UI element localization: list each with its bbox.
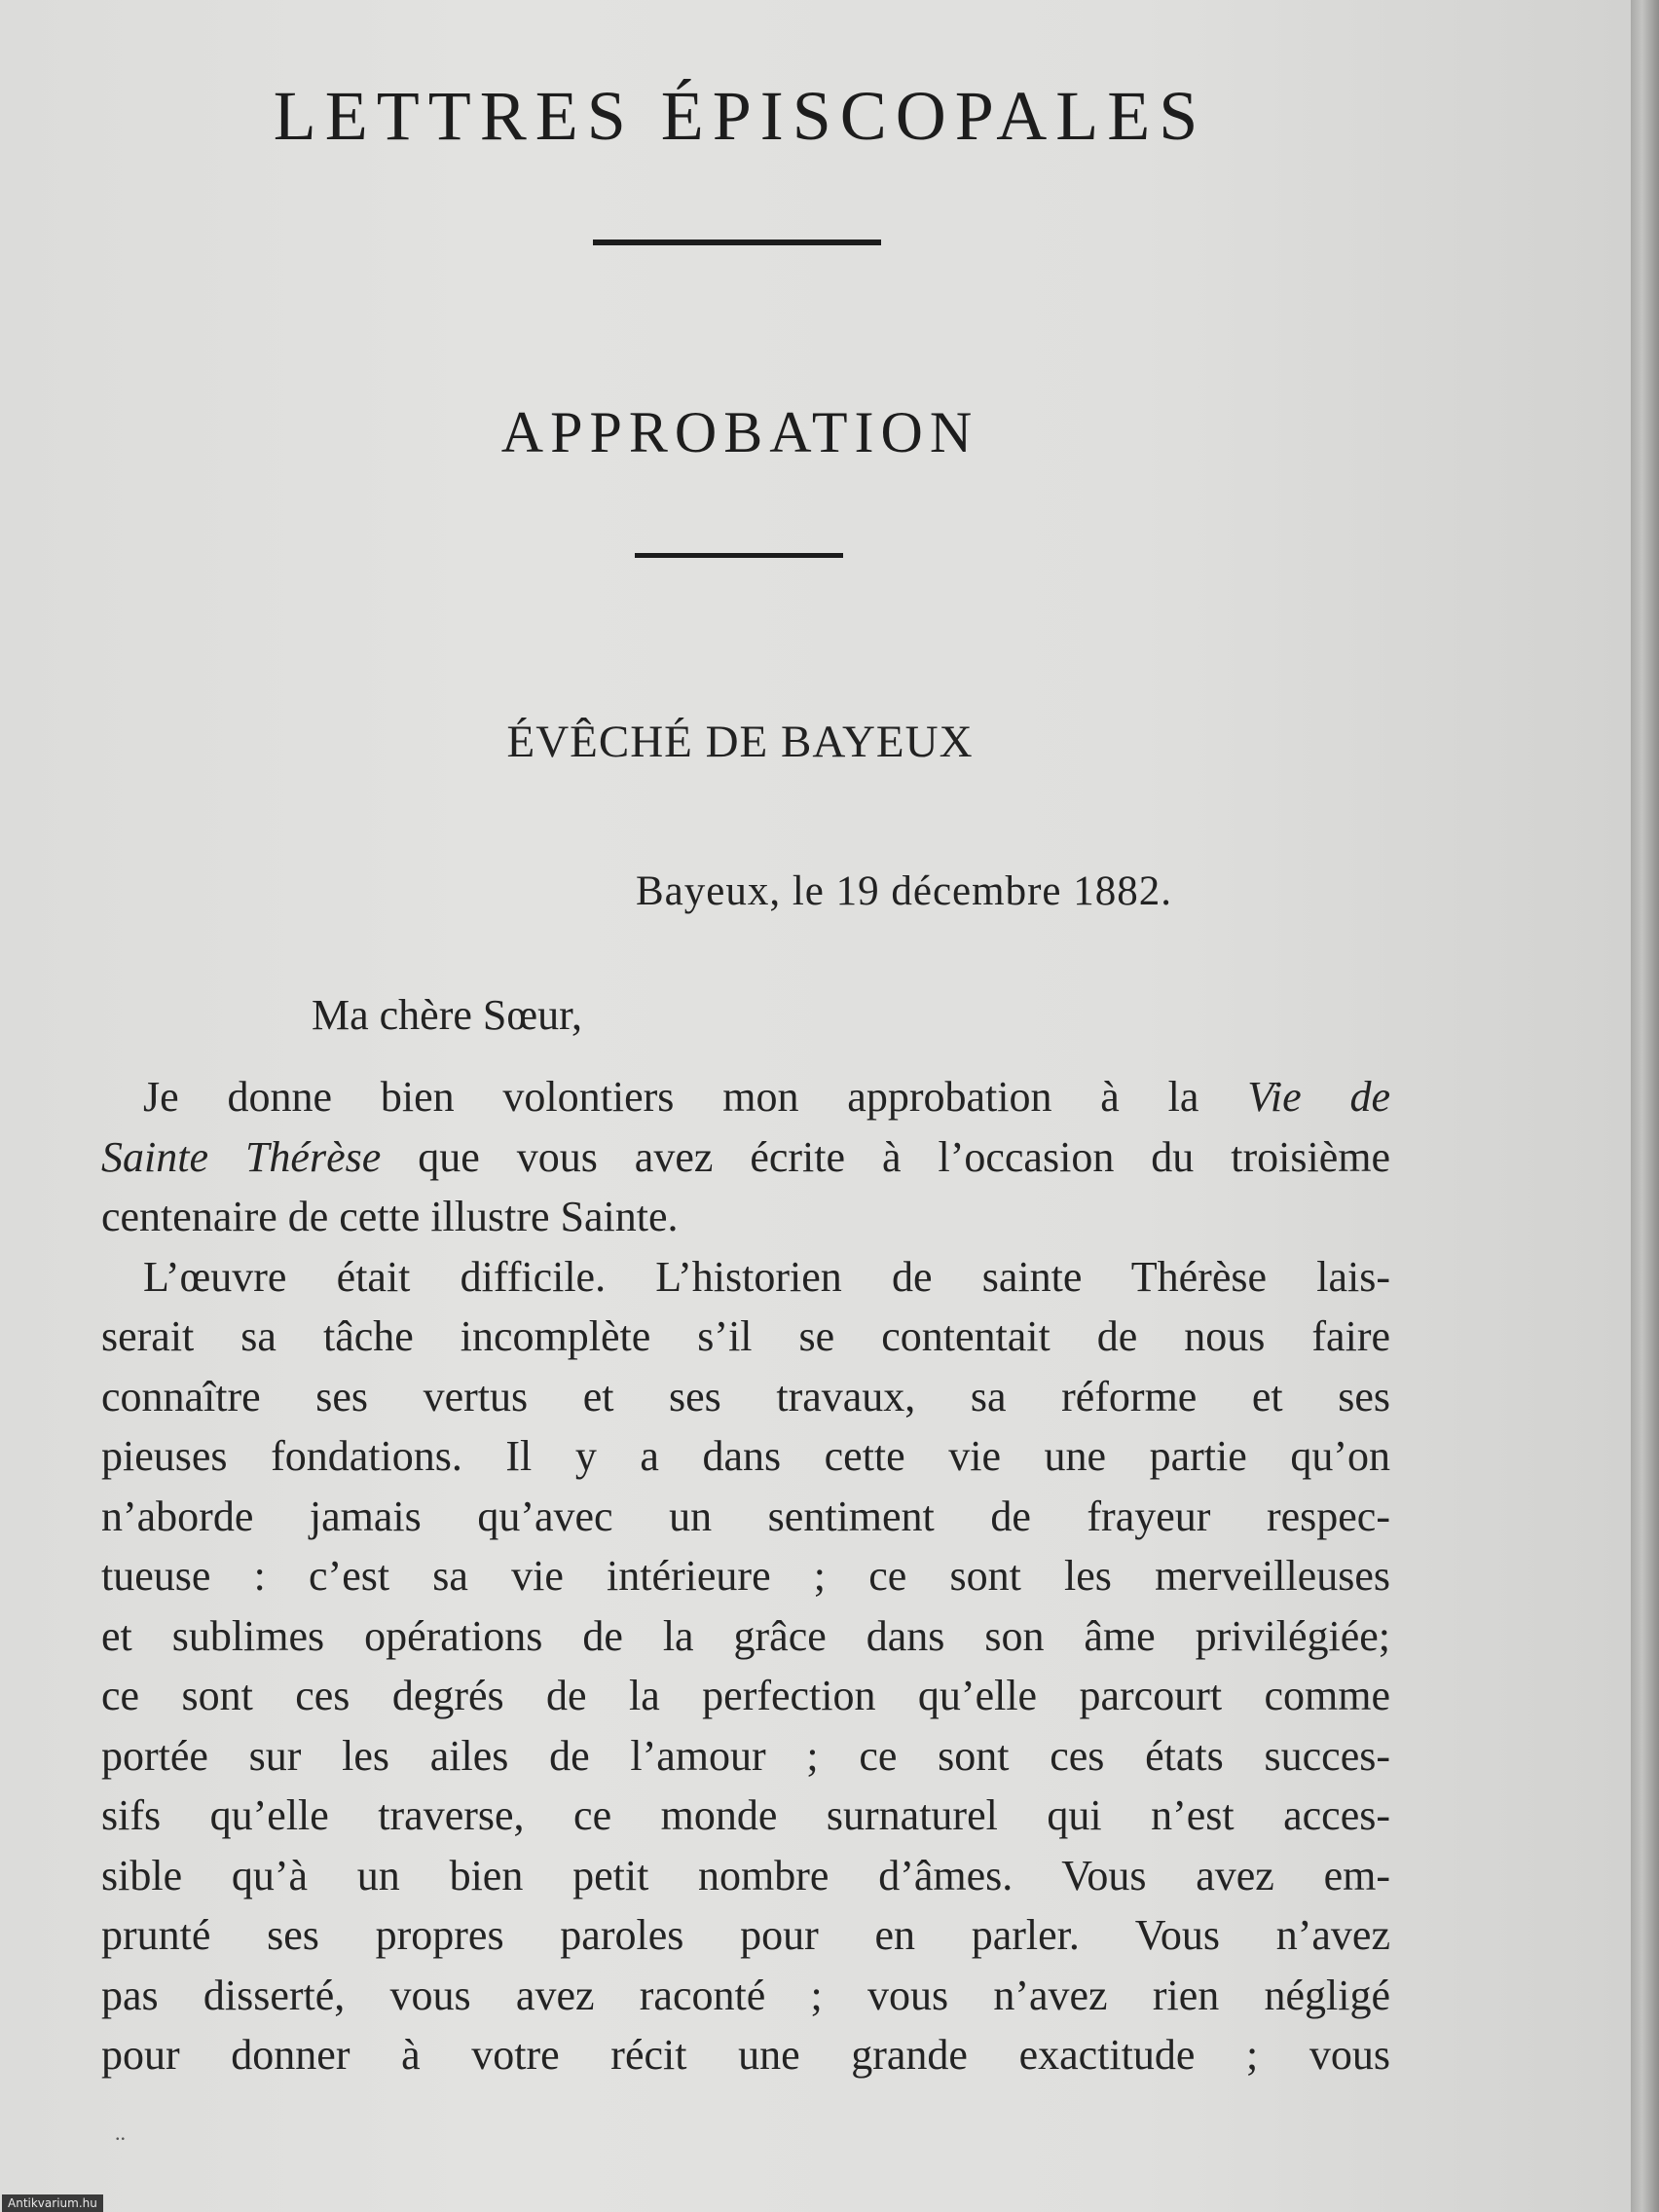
body-line: Je donne bien volontiers mon approbation à la Vie de [143, 1073, 1390, 1121]
letter-dateline: Bayeux, le 19 décembre 1882. [636, 868, 1172, 914]
body-line: connaître ses vertus et ses travaux, sa réforme et ses [101, 1372, 1390, 1420]
letter-heading: ÉVÊCHÉ DE BAYEUX [506, 717, 974, 767]
body-line: portée sur les ailes de l’amour ; ce sont ces états succes- [101, 1731, 1390, 1780]
body-line: centenaire de cette illustre Sainte. [101, 1193, 679, 1240]
body-line: sible qu’à un bien petit nombre d’âmes. Vous avez em- [101, 1851, 1390, 1899]
page-edge-shadow [1631, 0, 1659, 2212]
body-line: prunté ses propres paroles pour en parler. Vous n’avez [101, 1911, 1390, 1959]
body-line: sifs qu’elle traverse, ce monde surnaturel qui n’est acces- [101, 1791, 1390, 1839]
footer-marks: .. [115, 2120, 126, 2145]
body-line: pas disserté, vous avez raconté ; vous n’avez rien négligé [101, 1971, 1390, 2019]
letter-body [101, 1067, 1390, 2085]
body-line: et sublimes opérations de la grâce dans son âme privilégiée; [101, 1611, 1390, 1660]
title-divider [593, 240, 881, 245]
body-line: pieuses fondations. Il y a dans cette vie une partie qu’on [101, 1432, 1390, 1480]
body-line: L’œuvre était difficile. L’historien de sainte Thérèse lais- [143, 1252, 1390, 1301]
body-line: Sainte Thérèse que vous avez écrite à l’occasion du troisième [101, 1132, 1390, 1181]
body-line: tueuse : c’est sa vie intérieure ; ce sont les merveilleuses [101, 1552, 1390, 1600]
body-line: serait sa tâche incomplète s’il se contentait de nous faire [101, 1312, 1390, 1360]
letter-salutation: Ma chère Sœur, [312, 991, 583, 1039]
section-divider [635, 553, 843, 558]
source-watermark: Antikvarium.hu [2, 2194, 103, 2212]
body-line: ce sont ces degrés de la perfection qu’elle parcourt comme [101, 1672, 1390, 1719]
body-line: pour donner à votre récit une grande exactitude ; vous [101, 2031, 1390, 2079]
page-title: LETTRES ÉPISCOPALES [273, 77, 1207, 155]
body-line: n’aborde jamais qu’avec un sentiment de frayeur respec- [101, 1492, 1390, 1540]
section-heading: APPROBATION [500, 400, 979, 464]
